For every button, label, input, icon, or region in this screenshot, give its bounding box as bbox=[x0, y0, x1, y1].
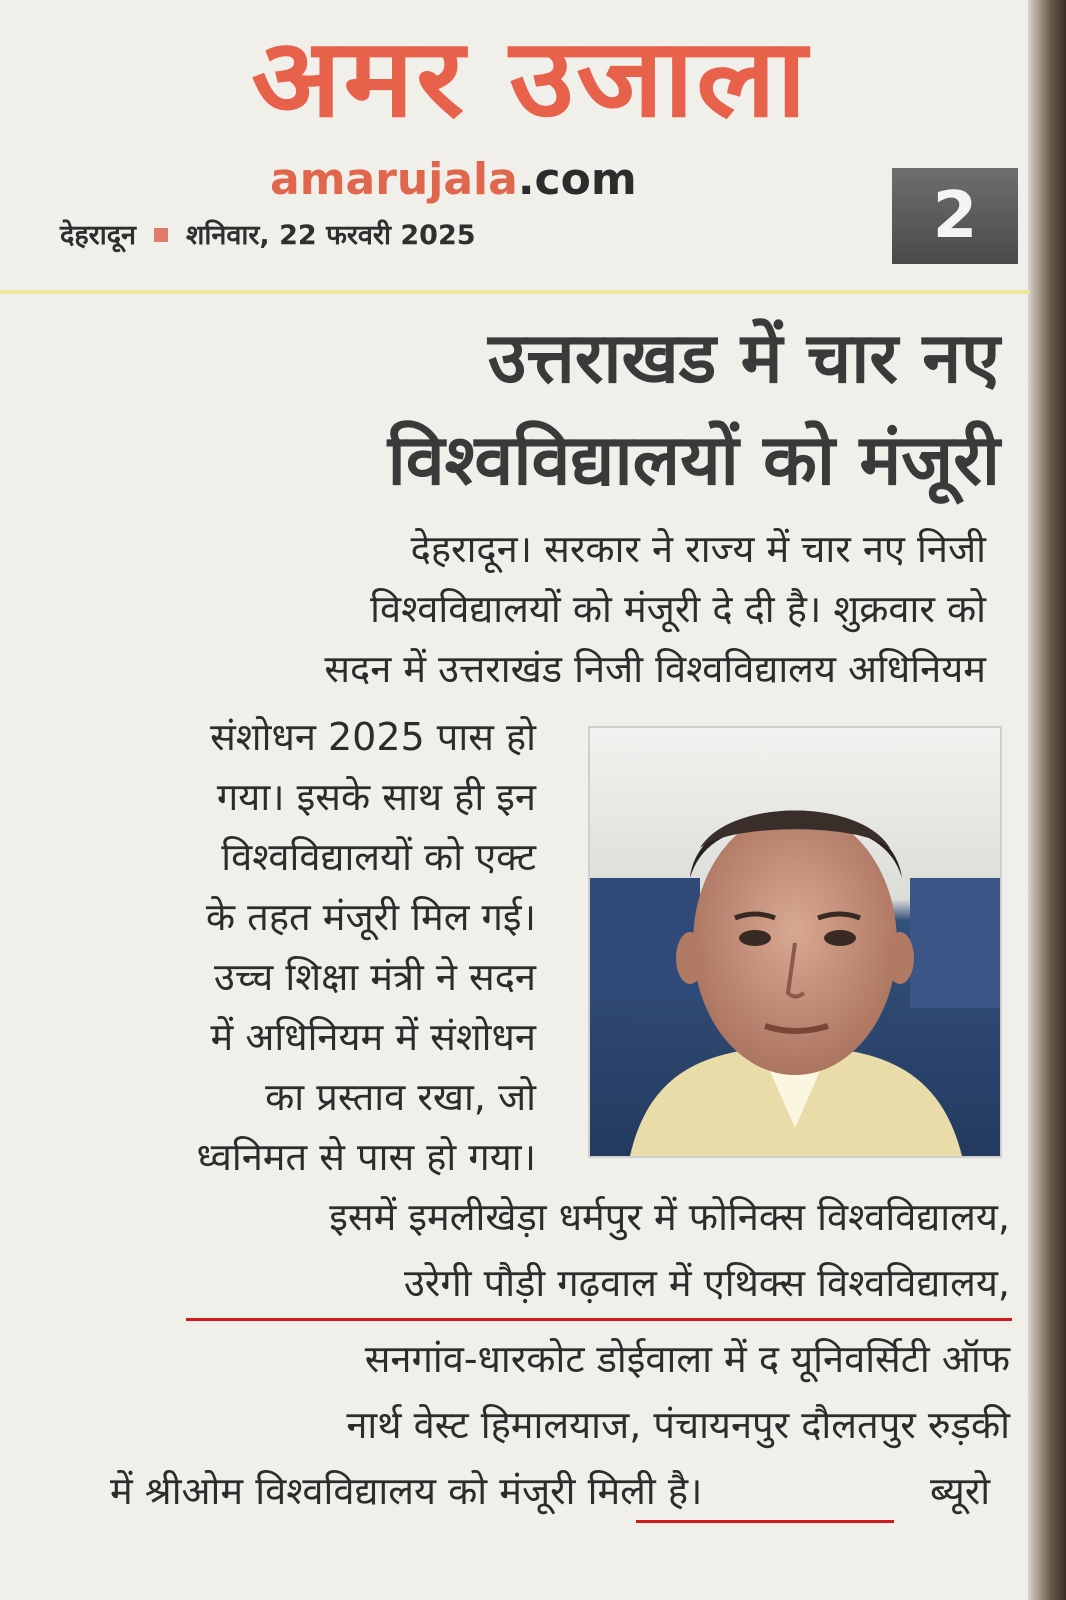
site-name-left: amarujala bbox=[270, 154, 518, 205]
body-line: उच्च शिक्षा मंत्री ने सदन bbox=[214, 955, 536, 999]
site-name-right: .com bbox=[517, 154, 637, 205]
byline: ब्यूरो bbox=[930, 1469, 991, 1513]
body-line: गया। इसके साथ ही इन bbox=[216, 775, 536, 819]
body-line: का प्रस्ताव रखा, जो bbox=[265, 1075, 536, 1119]
body-line: सनगांव-धारकोट डोईवाला में द यूनिवर्सिटी ऑफ bbox=[364, 1337, 1010, 1381]
page-edge-shadow bbox=[1028, 0, 1066, 1600]
body-line: के तहत मंजूरी मिल गई। bbox=[205, 895, 536, 939]
body-line: देहरादून। सरकार ने राज्य में चार नए निजी bbox=[410, 527, 986, 571]
date-label: शनिवार, 22 फरवरी 2025 bbox=[186, 220, 476, 251]
headline-line-1: उत्तराखड में चार नए bbox=[488, 317, 1000, 399]
page-number-box: 2 bbox=[892, 168, 1018, 264]
body-line: विश्वविद्यालयों को एक्ट bbox=[221, 835, 536, 879]
portrait-illustration bbox=[590, 728, 1000, 1156]
body-line: सदन में उत्तराखंड निजी विश्वविद्यालय अधिनियम bbox=[324, 647, 986, 691]
body-line: में श्रीओम विश्वविद्यालय को मंजूरी मिली है। bbox=[110, 1469, 703, 1513]
website-name bbox=[270, 152, 730, 208]
city-label: देहरादून bbox=[60, 220, 137, 251]
newspaper-masthead: अमर उजाला bbox=[251, 14, 809, 142]
dateline bbox=[60, 212, 760, 260]
highlight-underline bbox=[636, 1520, 894, 1523]
body-line: नार्थ वेस्ट हिमालयाज, पंचायनपुर दौलतपुर रुड़की bbox=[346, 1403, 1010, 1447]
body-line: में अधिनियम में संशोधन bbox=[210, 1015, 536, 1059]
header-divider bbox=[0, 290, 1030, 294]
separator-square-icon bbox=[154, 228, 168, 242]
body-line: इसमें इमलीखेड़ा धर्मपुर में फोनिक्स विश्वविद्यालय, bbox=[329, 1195, 1010, 1239]
news-photo bbox=[588, 726, 1002, 1158]
headline-line-2: विश्वविद्यालयों को मंजूरी bbox=[387, 419, 1000, 501]
body-line: संशोधन 2025 पास हो bbox=[210, 715, 536, 759]
body-line: ध्वनिमत से पास हो गया। bbox=[196, 1135, 536, 1179]
body-line: उरेगी पौड़ी गढ़वाल में एथिक्स विश्वविद्यालय, bbox=[403, 1261, 1010, 1305]
body-line: विश्वविद्यालयों को मंजूरी दे दी है। शुक्रवार को bbox=[370, 587, 986, 631]
highlight-underline bbox=[186, 1318, 1012, 1321]
